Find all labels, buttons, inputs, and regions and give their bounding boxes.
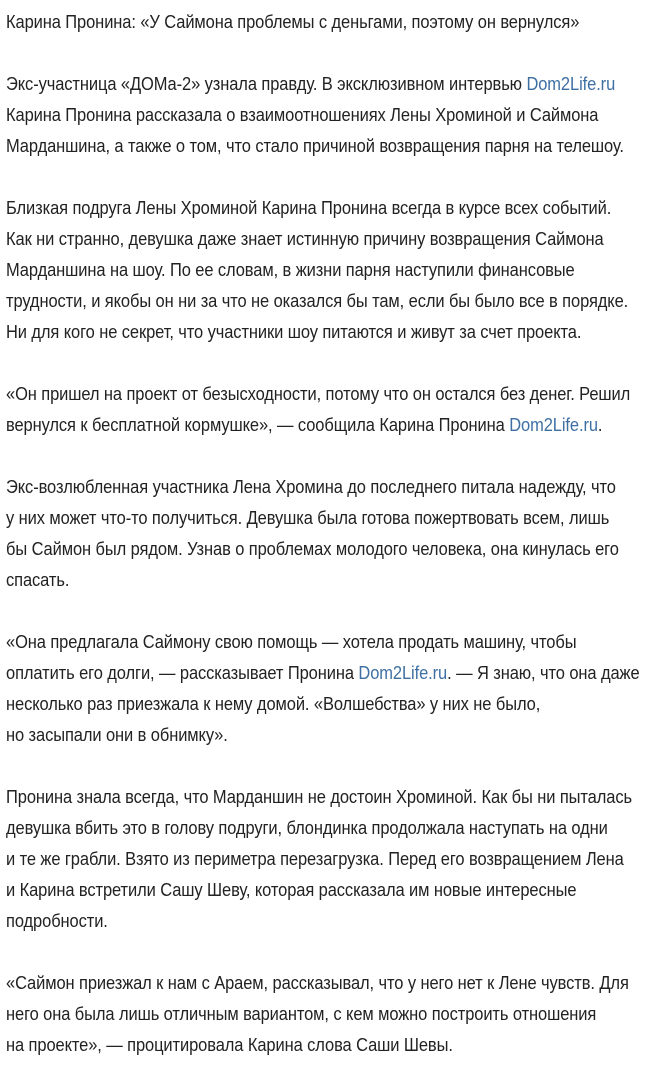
- text-line: на проекте», — процитировала Карина слова Саши Шевы.: [6, 1034, 453, 1055]
- dom2life-link[interactable]: Dom2Life.ru: [526, 73, 616, 94]
- text-line: подробности.: [6, 910, 108, 931]
- text: .: [597, 414, 603, 435]
- paragraph-intro: [6, 68, 647, 161]
- text-line: него она была лишь отличным вариантом, с кем можно построить отношения: [6, 1003, 597, 1024]
- article-title: Карина Пронина: «У Саймона проблемы с деньгами, поэтому он вернулся»: [6, 11, 580, 32]
- paragraph-4: [6, 471, 647, 595]
- dom2life-link[interactable]: Dom2Life.ru: [358, 662, 448, 683]
- text-line: Экс-возлюбленная участника Лена Хромина до последнего питала надежду, что: [6, 476, 616, 497]
- text-line: [6, 68, 647, 99]
- text-line: Карина Пронина рассказала о взаимоотношениях Лены Хроминой и Саймона: [6, 104, 599, 125]
- text-line: трудности, и якобы он ни за что не оказался бы там, если бы было все в порядке.: [6, 290, 629, 311]
- text-line: спасать.: [6, 569, 70, 590]
- text-line: [6, 409, 647, 440]
- text-line: бы Саймон был рядом. Узнав о проблемах молодого человека, она кинулась его: [6, 538, 619, 559]
- text-line: «Он пришел на проект от безысходности, потому что он остался без денег. Решил: [6, 383, 631, 404]
- text-line: Как ни странно, девушка даже знает истинную причину возвращения Саймона: [6, 228, 604, 249]
- text-line: Близкая подруга Лены Хроминой Карина Пронина всегда в курсе всех событий.: [6, 197, 612, 218]
- text-line: Пронина знала всегда, что Марданшин не достоин Хроминой. Как бы ни пыталась: [6, 786, 632, 807]
- text: вернулся к бесплатной кормушке», — сообщила Карина Пронина: [6, 414, 510, 435]
- text: . — Я знаю, что она даже: [447, 662, 640, 683]
- paragraph-2: [6, 192, 647, 347]
- article: [6, 6, 647, 1091]
- dom2life-link[interactable]: Dom2Life.ru: [509, 414, 598, 435]
- text-line: и Карина встретили Сашу Шеву, которая рассказала им новые интересные: [6, 879, 577, 900]
- text-line: Марданшина, а также о том, что стало причиной возвращения парня на телешоу.: [6, 135, 624, 156]
- paragraph-quote-2: [6, 626, 647, 750]
- text-line: [6, 657, 647, 688]
- text-line: «Она предлагала Саймону свою помощь — хотела продать машину, чтобы: [6, 631, 577, 652]
- text: Экс-участница «ДОМа-2» узнала правду. В эксклюзивном интервью: [6, 73, 527, 94]
- text: оплатить его долги, — рассказывает Пронина: [6, 662, 359, 683]
- text-line: Марданшина на шоу. По ее словам, в жизни парня наступили финансовые: [6, 259, 575, 280]
- paragraph-quote-3: [6, 967, 647, 1060]
- text-line: девушка вбить это в голову подруги, блондинка продолжала наступать на одни: [6, 817, 608, 838]
- text-line: несколько раз приезжала к нему домой. «Волшебства» у них не было,: [6, 693, 541, 714]
- text-line: и те же грабли. Взято из периметра перезагрузка. Перед его возвращением Лена: [6, 848, 624, 869]
- text-line: «Саймон приезжал к нам с Араем, рассказывал, что у него нет к Лене чувств. Для: [6, 972, 629, 993]
- text-line: Ни для кого не секрет, что участники шоу питаются и живут за счет проекта.: [6, 321, 582, 342]
- paragraph-quote-1: [6, 378, 647, 440]
- text-line: но засыпали они в обнимку».: [6, 724, 228, 745]
- paragraph-6: [6, 781, 647, 936]
- text-line: у них может что-то получиться. Девушка была готова пожертвовать всем, лишь: [6, 507, 610, 528]
